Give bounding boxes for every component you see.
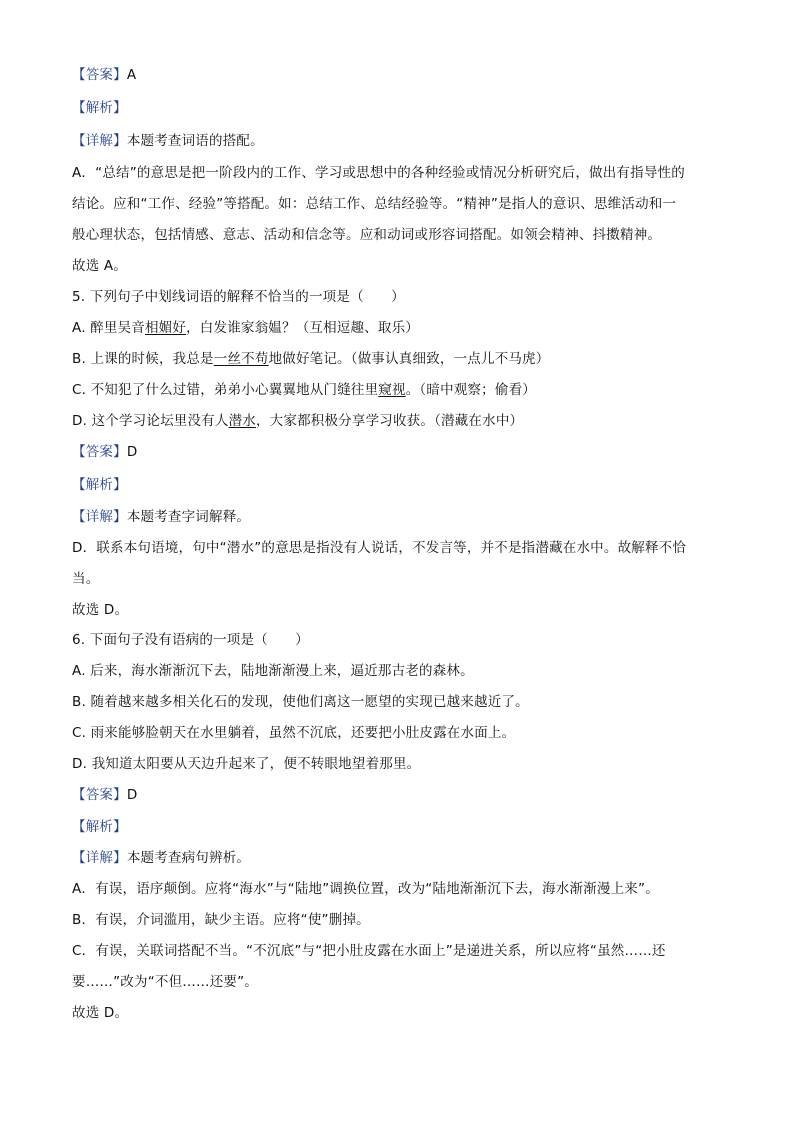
option-text: D. 这个学习论坛里没有人	[72, 413, 229, 429]
question-5-option-d	[72, 411, 732, 431]
analysis-tag: 【解析】	[72, 477, 127, 493]
question-5-option-a	[72, 318, 732, 338]
analysis-line-q6	[72, 817, 732, 837]
answer-tag: 【答案】	[72, 67, 127, 83]
option-text: A. 醉里吴音	[72, 320, 145, 336]
question-5-option-c	[72, 380, 732, 400]
question-5-option-b	[72, 349, 732, 369]
underlined-term: 相媚好	[144, 320, 187, 336]
question-5-stem: 5. 下列句子中划线词语的解释不恰当的一项是（ ）	[72, 289, 405, 305]
explanation-line: 当。	[72, 571, 100, 587]
analysis-tag: 【解析】	[72, 819, 127, 835]
underlined-term: 窥视	[378, 382, 406, 398]
question-6-stem: 6. 下面句子没有语病的一项是（ ）	[72, 632, 309, 648]
answer-value: D	[126, 444, 138, 460]
analysis-tag: 【解析】	[72, 100, 127, 116]
explanation-line: 结论。应和“工作、经验”等搭配。如：总结工作、总结经验等。“精神”是指人的意识、思维活动和一	[72, 196, 677, 212]
underlined-term: 潜水	[228, 413, 256, 429]
answer-value: A	[126, 67, 137, 83]
question-6-option-b: B. 随着越来越多相关化石的发现，使他们离这一愿望的实现已越来越近了。	[72, 694, 529, 710]
detail-line-q4	[72, 131, 732, 151]
explanation-line: A．有误，语序颠倒。应将“海水”与“陆地”调换位置，改为“陆地渐渐沉下去，海水渐渐漫上来”。	[72, 881, 659, 897]
question-6-option-a: A. 后来，海水渐渐沉下去，陆地渐渐漫上来，逼近那古老的森林。	[72, 663, 474, 679]
answer-tag: 【答案】	[72, 787, 127, 803]
question-6-option-c: C. 雨来能够脸朝天在水里躺着，虽然不沉底，还要把小肚皮露在水面上。	[72, 725, 516, 741]
option-text: B. 上课的时候，我总是	[72, 351, 214, 367]
underlined-term: 一丝不苟	[213, 351, 269, 367]
detail-tag: 【详解】	[72, 133, 127, 149]
analysis-line-q5	[72, 475, 732, 495]
detail-text: 本题考查词语的搭配。	[126, 133, 264, 149]
question-6-option-d: D. 我知道太阳要从天边升起来了，便不转眼地望着那里。	[72, 756, 421, 772]
explanation-line: C．有误，关联词搭配不当。“不沉底”与“把小肚皮露在水面上”是递进关系，所以应将“虽然……还	[72, 943, 666, 959]
option-text: ，大家都积极分享学习收获。（潜藏在水中）	[255, 413, 524, 429]
explanation-line: A．“总结”的意思是把一阶段内的工作、学习或思想中的各种经验或情况分析研究后，做出有指导性的	[72, 165, 685, 181]
explanation-line: B．有误，介词滥用，缺少主语。应将“使”删掉。	[72, 912, 370, 928]
option-text: 地做好笔记。（做事认真细致，一点儿不马虎）	[268, 351, 550, 367]
explanation-line: D．联系本句语境，句中“潜水”的意思是指没有人说话，不发言等，并不是指潜藏在水中。故解释不恰	[72, 540, 687, 556]
conclusion-line: 故选 D。	[72, 1005, 129, 1021]
answer-tag: 【答案】	[72, 444, 127, 460]
explanation-line: 般心理状态，包括情感、意志、活动和信念等。应和动词或形容词搭配。如领会精神、抖擞精神。	[72, 227, 662, 243]
analysis-line-q4	[72, 98, 732, 118]
option-text: 。（暗中观察；偷看）	[405, 382, 536, 398]
detail-text: 本题考查病句辨析。	[126, 850, 251, 866]
detail-line-q6	[72, 848, 732, 868]
option-text: ，白发谁家翁媪？（互相逗趣、取乐）	[186, 320, 419, 336]
answer-line-q6	[72, 785, 732, 805]
detail-text: 本题考查字词解释。	[126, 509, 251, 525]
conclusion-line: 故选 A。	[72, 258, 128, 274]
answer-line-q4	[72, 65, 732, 85]
detail-tag: 【详解】	[72, 850, 127, 866]
conclusion-line: 故选 D。	[72, 602, 129, 618]
answer-line-q5	[72, 442, 732, 462]
detail-line-q5	[72, 507, 732, 527]
detail-tag: 【详解】	[72, 509, 127, 525]
option-text: C. 不知犯了什么过错，弟弟小心翼翼地从门缝往里	[72, 382, 379, 398]
explanation-line: 要……”改为“不但……还要”。	[72, 974, 258, 990]
answer-value: D	[126, 787, 138, 803]
